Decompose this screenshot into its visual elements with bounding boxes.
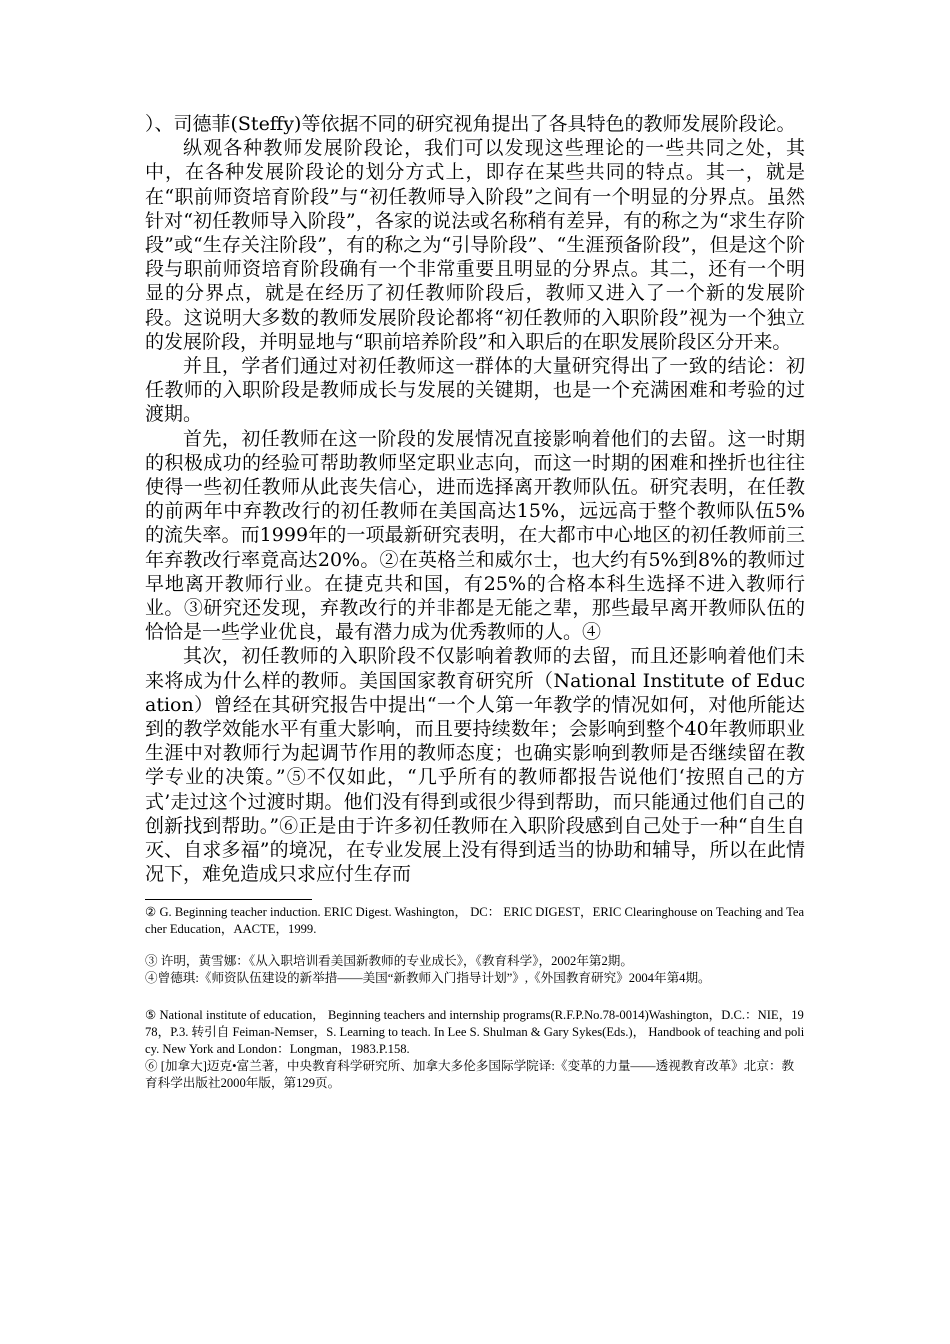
body-text [145, 112, 805, 887]
footnotes [145, 904, 805, 1092]
paragraph-consensus: 并且，学者们通过对初任教师这一群体的大量研究得出了一致的结论：初任教师的入职阶段是教师成长与发展的关键期，也是一个充满困难和考验的过渡期。 [145, 355, 805, 426]
footnote-6: ⑥ [加拿大]迈克•富兰著，中央教育科学研究所、加拿大多伦多国际学院译:《变革的力量——透视教育改革》北京：教育科学出版社2000年版，第129页。 [145, 1058, 795, 1090]
footnote-5: ⑤ National institute of education， Beginning teachers and internship programs(R.F.P.No.78-0014)Washington，D.C.：NIE，1978，P.3. 转引自 Feiman-Nemser，S. Learning to teach. In Lee S. Shulman & Gary Sykes(Eds.)， Handbook of teaching and policy. New York and London：Longman，1983.P.158. [145, 1007, 805, 1056]
paragraph-second-impact: 其次，初任教师的入职阶段不仅影响着教师的去留，而且还影响着他们未来将成为什么样的教师。美国国家教育研究所（National Institute of Education）曾经在其研究报告中提出“一个人第一年教学的情况如何，对他所能达到的教学效能水平有重大影响，而且要持续数年；会影响到整个40年教师职业生涯中对教师行为起调节作用的教师态度；也确实影响到教师是否继续留在教学专业的决策。”⑤不仅如此，“几乎所有的教师都报告说他们‘按照自己的方式’走过这个过渡时期。他们没有得到或很少得到帮助，而只能通过他们自己的创新找到帮助。”⑥正是由于许多初任教师在入职阶段感到自己处于一种“自生自灭、自求多福”的境况，在专业发展上没有得到适当的协助和辅导，所以在此情况下，难免造成只求应付生存而 [145, 645, 805, 886]
footnote-2: ② G. Beginning teacher induction. ERIC Digest. Washington， DC： ERIC DIGEST，ERIC Clearinghouse on Teaching and Teacher Education，AACTE，1999. [145, 904, 805, 936]
footnote-separator [145, 899, 312, 900]
paragraph-continued: ）、司德菲(Steffy)等依据不同的研究视角提出了各具特色的教师发展阶段论。 [145, 113, 796, 135]
document-page [145, 112, 805, 1092]
footnote-4: ④曾德琪:《师资队伍建设的新举措——美国“新教师入门指导计划”》,《外国教育研究》2004年第4期。 [145, 970, 711, 985]
paragraph-first-impact: 首先，初任教师在这一阶段的发展情况直接影响着他们的去留。这一时期的积极成功的经验可帮助教师坚定职业志向，而这一时期的困难和挫折也往往使得一些初任教师从此丧失信心，进而选择离开教师队伍。研究表明，在任教的前两年中弃教改行的初任教师在美国高达15%，远远高于整个教师队伍5%的流失率。而1999年的一项最新研究表明，在大都市中心地区的初任教师前三年弃教改行率竟高达20%。②在英格兰和威尔士，也大约有5%到8%的教师过早地离开教师行业。在捷克共和国，有25%的合格本科生选择不进入教师行业。③研究还发现，弃教改行的并非都是无能之辈，那些最早离开教师队伍的恰恰是一些学业优良，最有潜力成为优秀教师的人。④ [145, 427, 805, 644]
footnote-3: ③ 许明，黄雪娜：《从入职培训看美国新教师的专业成长》，《教育科学》，2002年第2期。 [145, 953, 633, 968]
paragraph-stage-theories: 纵观各种教师发展阶段论，我们可以发现这些理论的一些共同之处，其中，在各种发展阶段论的划分方式上，即存在某些共同的特点。其一，就是在“职前师资培育阶段”与“初任教师导入阶段”之间有一个明显的分界点。虽然针对“初任教师导入阶段”，各家的说法或名称稍有差异，有的称之为“求生存阶段”或“生存关注阶段”，有的称之为“引导阶段”、“生涯预备阶段”，但是这个阶段与职前师资培育阶段确有一个非常重要且明显的分界点。其二，还有一个明显的分界点，就是在经历了初任教师阶段后，教师又进入了一个新的发展阶段。这说明大多数的教师发展阶段论都将“初任教师的入职阶段”视为一个独立的发展阶段，并明显地与“职前培养阶段”和入职后的在职发展阶段区分开来。 [145, 137, 805, 353]
